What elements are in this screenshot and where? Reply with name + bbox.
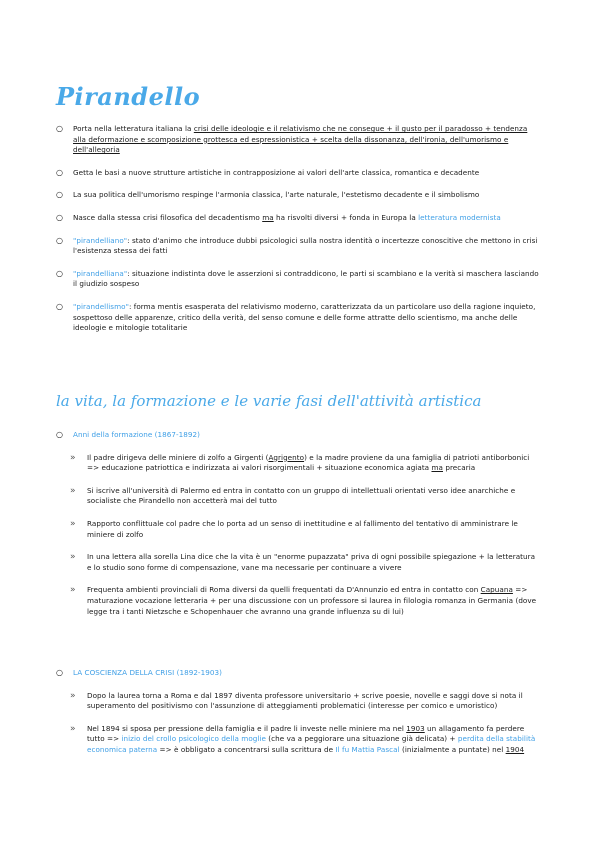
text-segment: crisi delle ideologie e il relativismo che ne consegue + il gusto per il paradosso + tendenza alla deformazione e scomposizione grottesca ed espressionistica + scelta della dissonanza, dell'ironia, dell'umorismo e dell'allegoria xyxy=(73,124,528,155)
text-segment: Il fu Mattia Pascal xyxy=(335,744,400,754)
circle-bullet-icon: ○ xyxy=(56,190,64,200)
text-segment: letteratura modernista xyxy=(418,212,501,222)
list-item xyxy=(56,236,540,257)
list-item xyxy=(56,552,540,573)
intro-list xyxy=(56,124,540,346)
text-segment: precaria xyxy=(443,463,476,473)
text-segment: ma xyxy=(262,212,274,222)
circle-bullet-icon: ○ xyxy=(56,167,64,177)
text-segment: "pirandellismo" xyxy=(73,301,129,311)
chevron-bullet-icon: » xyxy=(70,518,76,529)
list-item xyxy=(56,486,540,507)
coscienza-items xyxy=(56,691,540,756)
text-segment: => maturazione vocazione letteraria + per una discussione con un professore si laurea in filologia romanza in Germania (dove legge tra i tanti Nietzsche e Schopenhauer che avranno una grande influenza su di lui) xyxy=(87,585,537,616)
list-item xyxy=(56,519,540,540)
circle-bullet-icon: ○ xyxy=(56,235,64,245)
list-item xyxy=(56,168,540,179)
text-segment: La sua politica dell'umorismo respinge l'armonia classica, l'arte naturale, l'estetismo decadente e il simbolismo xyxy=(73,190,480,200)
text-segment: Getta le basi a nuove strutture artistiche in contrapposizione ai valori dell'arte classica, romantica e decadente xyxy=(73,167,480,177)
list-item xyxy=(56,213,540,224)
text-segment: inizio del crollo psicologico della moglie xyxy=(121,734,266,744)
text-segment: : forma mentis esasperata del relativismo moderno, caratterizzata da un particolare uso della ragione inquieto, sospettoso delle apparenze, critico della verità, del senso comune e delle forme attratte dello scientismo, ma anche delle ideologie e mitologie totalitarie xyxy=(73,301,536,333)
list-item xyxy=(56,269,540,290)
text-segment: "pirandelliano" xyxy=(73,235,128,245)
list-item xyxy=(56,124,540,156)
text-segment: ha risvolti diversi + fonda in Europa la xyxy=(273,212,419,222)
text-segment: Capuana xyxy=(480,585,513,595)
chevron-bullet-icon: » xyxy=(70,452,76,463)
text-segment: Dopo la laurea torna a Roma e dal 1897 diventa professore universitario + scrive poesie, novelle e saggi dove si nota il superamento del positivismo con l'assunzione di atteggiamenti problematici (interesse per comico e umoristico) xyxy=(87,690,523,711)
formazione-section xyxy=(56,430,540,629)
list-item xyxy=(56,453,540,474)
chevron-bullet-icon: » xyxy=(70,585,76,596)
text-segment: (inizialmente a puntate) nel xyxy=(399,744,506,754)
text-segment: un allagamento fa perdere tutto => xyxy=(87,723,525,744)
chevron-bullet-icon: » xyxy=(70,485,76,496)
circle-bullet-icon: ○ xyxy=(56,124,64,133)
chevron-bullet-icon: » xyxy=(70,552,76,563)
circle-bullet-icon: ○ xyxy=(56,268,64,278)
text-segment: Porta nella letteratura italiana la xyxy=(73,124,194,133)
section-title: la vita, la formazione e le varie fasi dell'attività artistica xyxy=(56,392,482,410)
list-item xyxy=(56,724,540,756)
coscienza-heading: ○ LA COSCIENZA DELLA CRISI (1892-1903) xyxy=(56,668,222,677)
text-segment: ma xyxy=(431,463,443,473)
text-segment: In una lettera alla sorella Lina dice che la vita è un "enorme pupazzata" priva di ogni possibile spiegazione + la letteratura e lo studio sono forme di compensazione, vane ma necessarie per continuare a vivere xyxy=(87,552,536,572)
document-title: Pirandello xyxy=(56,82,201,111)
text-segment: => è obbligato a concentrarsi sulla scrittura de xyxy=(157,744,336,754)
list-item xyxy=(56,190,540,201)
list-item xyxy=(56,302,540,334)
text-segment: Agrigento xyxy=(268,452,305,462)
text-segment: : situazione indistinta dove le asserzioni si contraddicono, le parti si scambiano e la verità si maschera lasciando il giudizio sospeso xyxy=(73,268,539,289)
text-segment: 1904 xyxy=(505,744,525,754)
text-segment: Nasce dalla stessa crisi filosofica del decadentismo xyxy=(73,212,263,222)
list-item xyxy=(56,585,540,617)
text-segment: "pirandelliana" xyxy=(73,268,128,278)
chevron-bullet-icon: » xyxy=(70,723,76,734)
text-segment: Il padre dirigeva delle miniere di zolfo a Girgenti ( xyxy=(87,452,269,462)
formazione-items xyxy=(56,453,540,618)
formazione-heading: ○ Anni della formazione (1867-1892) xyxy=(56,430,201,439)
circle-bullet-icon: ○ xyxy=(56,212,64,222)
text-segment: Si iscrive all'università di Palermo ed entra in contatto con un gruppo di intellettuali orientati verso idee anarchiche e socialiste che Pirandello non accetterà mai del tutto xyxy=(87,485,516,506)
text-segment: perdita della stabilità economica paterna xyxy=(87,734,536,754)
text-segment: Frequenta ambienti provinciali di Roma diversi da quelli frequentati da D'Annunzio ed entra in contatto con xyxy=(87,585,481,595)
circle-bullet-icon: ○ xyxy=(56,668,64,677)
text-segment: Nel 1894 si sposa per pressione della famiglia e il padre li investe nelle miniere ma nel xyxy=(87,723,407,733)
chevron-bullet-icon: » xyxy=(70,690,76,701)
coscienza-section xyxy=(56,668,540,768)
text-segment: ) e la madre proviene da una famiglia di patrioti antiborbonici => educazione patriottica e indirizzata ai valori risorgimentali + situazione economica agiata xyxy=(87,452,530,473)
circle-bullet-icon: ○ xyxy=(56,301,64,311)
circle-bullet-icon: ○ xyxy=(56,430,64,439)
text-segment: (che va a peggiorare una situazione già delicata) + xyxy=(265,734,458,744)
text-segment: : stato d'animo che introduce dubbi psicologici sulla nostra identità o incertezze conoscitive che mettono in crisi l'esistenza stessa dei fatti xyxy=(73,235,538,256)
text-segment: 1903 xyxy=(406,723,425,733)
text-segment: Rapporto conflittuale col padre che lo porta ad un senso di inettitudine e al fallimento del tentativo di amministrare le miniere di zolfo xyxy=(87,518,518,539)
list-item xyxy=(56,691,540,712)
